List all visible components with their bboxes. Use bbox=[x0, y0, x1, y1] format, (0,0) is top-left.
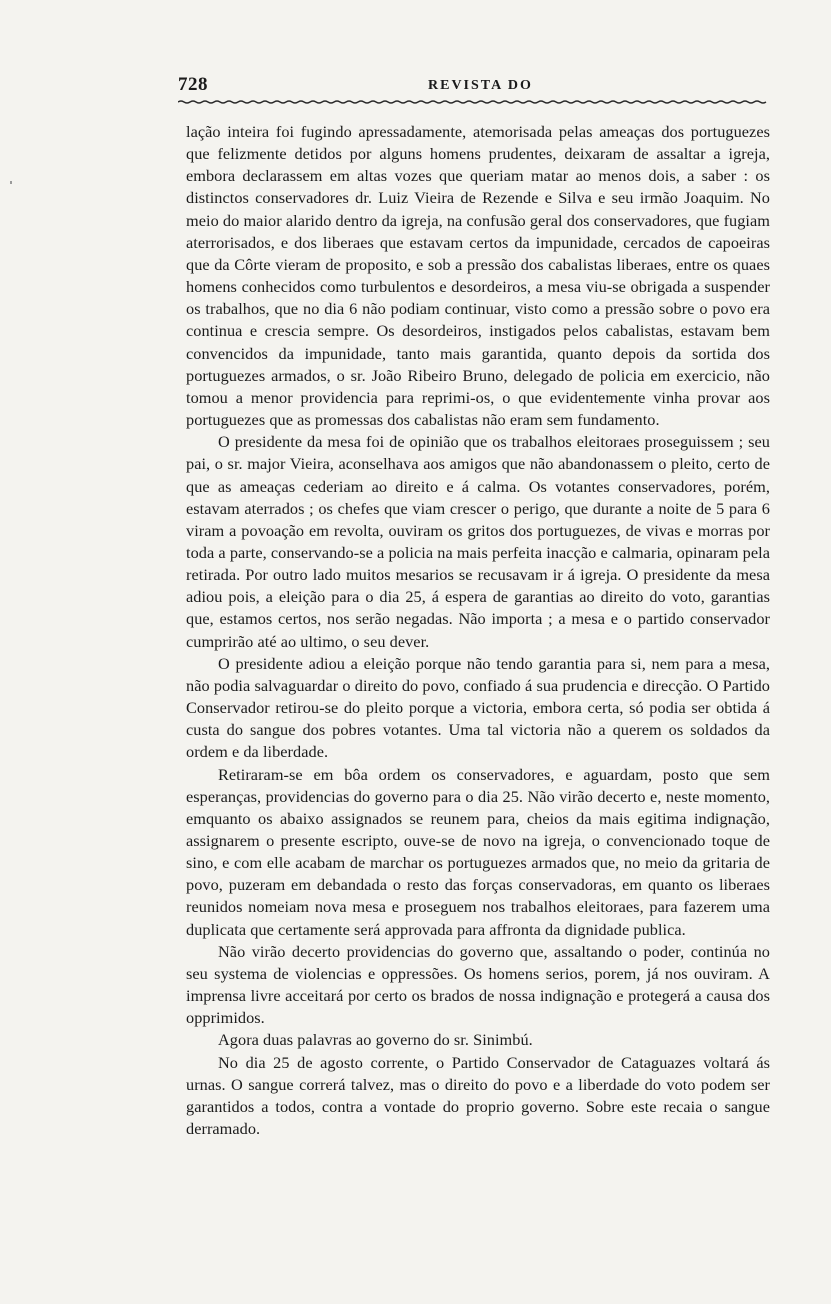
paragraph-2: O presidente da mesa foi de opinião que os trabalhos eleitoraes proseguissem ; seu pai, o sr. major Vieira, aconselhava aos amigos que não abandonassem o pleito, certo de que as ameaças cederiam ao direito e á calma. Os votantes conservadores, porém, estavam aterrados ; os chefes que viam crescer o perigo, que durante a noite de 5 para 6 viram a povoação em revolta, ouviram os gritos dos portuguezes, de vivas e morras por toda a parte, conservando-se a policia na mais perfeita inacção e calmaria, opinaram pela retirada. Por outro lado muitos mesarios se recusavam ir á igreja. O presidente da mesa adiou pois, a eleição para o dia 25, á espera de garantias ao direito do voto, garantias que, estamos certos, nos serão negadas. Não importa ; a mesa e o partido conservador cumprirão até ao ultimo, o seu dever. bbox=[186, 432, 770, 651]
article-body bbox=[186, 121, 770, 1140]
paragraph-7: No dia 25 de agosto corrente, o Partido Conservador de Cataguazes voltará ás urnas. O sangue correrá talvez, mas o direito do povo e a liberdade do voto podem ser garantidos a todos, contra a vontade do proprio governo. Sobre este recaia o sangue derramado. bbox=[186, 1052, 770, 1139]
paragraph-1: lação inteira foi fugindo apressadamente, atemorisada pelas ameaças dos portuguezes que felizmente detidos por alguns homens prudentes, deixaram de assaltar a igreja, embora declarassem em altas vozes que queriam matar ao menos dois, a saber : os distinctos conservadores dr. Luiz Vieira de Rezende e Silva e seu irmão Joaquim. No meio do maior alarido dentro da igreja, na confusão geral dos conservadores, que fugiam aterrorisados, e dos liberaes que estavam certos da impunidade, cercados de capoeiras que da Côrte vieram de proposito, e sob a pressão dos cabalistas liberaes, entre os quaes homens conhecidos como turbulentos e desordeiros, a mesa viu-se obrigada a suspender os trabalhos, que no dia 6 não podiam continuar, visto como a pressão sobre o povo era continua e crescia sempre. Os desordeiros, instigados pelos cabalistas, estavam bem convencidos da impunidade, tanto mais garantida, quanto depois da sortida dos portuguezes armados, o sr. João Ribeiro Bruno, delegado de policia em exercicio, não tomou a menor providencia para reprimi-os, o que evidentemente vinha provar aos portuguezes que as promessas dos cabalistas não eram sem fundamento. bbox=[186, 122, 770, 430]
page-number: 728 bbox=[178, 74, 208, 95]
scan-speck bbox=[10, 181, 12, 184]
paragraph-3: O presidente adiou a eleição porque não tendo garantia para si, nem para a mesa, não podia salvaguardar o direito do povo, confiado á sua prudencia e direcção. O Partido Conservador retirou-se do pleito porque a victoria, embora certa, só podia ser obtida á custa do sangue dos pobres votantes. Uma tal victoria não a querem os soldados da ordem e da liberdade. bbox=[186, 653, 770, 762]
page-header bbox=[178, 74, 768, 98]
running-title: REVISTA DO bbox=[428, 78, 533, 93]
paragraph-5: Não virão decerto providencias do governo que, assaltando o poder, continúa no seu systema de violencias e oppressões. Os homens serios, porem, já nos ouviram. A imprensa livre acceitará por certo os brados de nossa indignação e protegerá a causa dos opprimidos. bbox=[186, 941, 770, 1028]
paragraph-6: Agora duas palavras ao governo do sr. Sinimbú. bbox=[218, 1030, 533, 1050]
header-rule bbox=[178, 100, 768, 104]
paragraph-4: Retiraram-se em bôa ordem os conservadores, e aguardam, posto que sem esperanças, providencias do governo para o dia 25. Não virão decerto e, neste momento, emquanto os abaixo assignados se reunem para, cheios da mais egitima indignação, assignarem o presente escripto, ouve-se de novo na igreja, o convencionado toque de sino, e com elle acabam de marchar os portuguezes armados que, no meio da gritaria de povo, puzeram em debandada o resto das forças conservadoras, em quanto os liberaes reunidos nomeiam nova mesa e proseguem nos trabalhos eleitoraes, para fazerem uma duplicata que certamente será approvada para affronta da dignidade publica. bbox=[186, 764, 770, 939]
